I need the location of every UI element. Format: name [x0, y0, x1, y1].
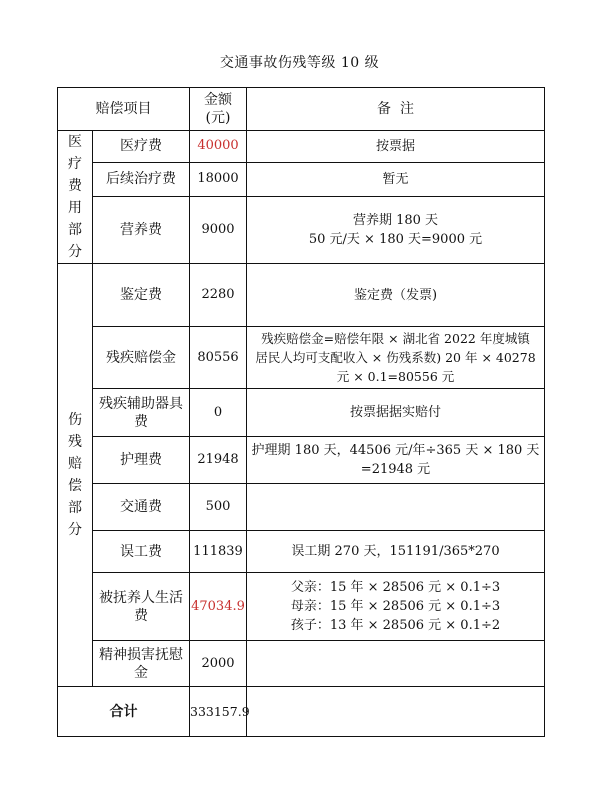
table-row	[58, 327, 545, 389]
note-nursing: 护理期 180 天，44506 元/年÷365 天 × 180 天 =21948 元	[247, 437, 545, 484]
header-item: 赔偿项目	[58, 88, 190, 131]
table-header-row	[58, 88, 545, 131]
total-amount: 333157.9	[190, 687, 247, 737]
table-row	[58, 196, 545, 263]
item-transport: 交通费	[93, 484, 190, 531]
amount-followup: 18000	[190, 162, 247, 196]
group-label-medical: 医 疗 费 用 部 分	[58, 131, 93, 264]
amount-transport: 500	[190, 484, 247, 531]
amount-disability-comp: 80556	[190, 327, 247, 389]
table-row	[58, 573, 545, 641]
item-mental-damage: 精神损害抚慰 金	[93, 641, 190, 687]
note-assistive: 按票据据实赔付	[247, 389, 545, 437]
note-transport	[247, 484, 545, 531]
table-row	[58, 162, 545, 196]
note-appraisal: 鉴定费（发票)	[247, 264, 545, 327]
total-row	[58, 687, 545, 737]
note-mental-damage	[247, 641, 545, 687]
amount-dependents: 47034.9	[190, 573, 247, 641]
note-medical: 按票据	[247, 131, 545, 163]
group-label-disability: 伤 残 赔 偿 部 分	[58, 264, 93, 687]
amount-nutrition: 9000	[190, 196, 247, 263]
note-dependents: 父亲：15 年 × 28506 元 × 0.1÷3 母亲：15 年 × 28506 元 × 0.1÷3 孩子：13 年 × 28506 元 × 0.1÷2	[247, 573, 545, 641]
amount-assistive: 0	[190, 389, 247, 437]
header-note: 备 注	[247, 88, 545, 131]
total-note	[247, 687, 545, 737]
note-lost-wages: 误工期 270 天，151191/365*270	[247, 531, 545, 573]
item-appraisal: 鉴定费	[93, 264, 190, 327]
amount-appraisal: 2280	[190, 264, 247, 327]
document-title: 交通事故伤残等级 10 级	[219, 55, 380, 71]
table-row	[58, 531, 545, 573]
header-amount: 金额 (元)	[190, 88, 247, 131]
table-row	[58, 264, 545, 327]
table-row	[58, 131, 545, 163]
table-row	[58, 437, 545, 484]
total-label: 合计	[58, 687, 190, 737]
item-disability-comp: 残疾赔偿金	[93, 327, 190, 389]
note-followup: 暂无	[247, 162, 545, 196]
amount-lost-wages: 111839	[190, 531, 247, 573]
compensation-table	[57, 87, 545, 737]
note-nutrition: 营养期 180 天 50 元/天 × 180 天=9000 元	[247, 196, 545, 263]
item-nursing: 护理费	[93, 437, 190, 484]
note-disability-comp: 残疾赔偿金=赔偿年限 × 湖北省 2022 年度城镇 居民人均可支配收入 × 伤残系数) 20 年 × 40278 元 × 0.1=80556 元	[247, 327, 545, 389]
item-nutrition: 营养费	[93, 196, 190, 263]
item-medical: 医疗费	[93, 131, 190, 163]
item-dependents: 被抚养人生活 费	[93, 573, 190, 641]
item-lost-wages: 误工费	[93, 531, 190, 573]
table-row	[58, 389, 545, 437]
amount-medical: 40000	[190, 131, 247, 163]
item-assistive: 残疾辅助器具 费	[93, 389, 190, 437]
item-followup: 后续治疗费	[93, 162, 190, 196]
amount-mental-damage: 2000	[190, 641, 247, 687]
table-row	[58, 484, 545, 531]
amount-nursing: 21948	[190, 437, 247, 484]
table-row	[58, 641, 545, 687]
